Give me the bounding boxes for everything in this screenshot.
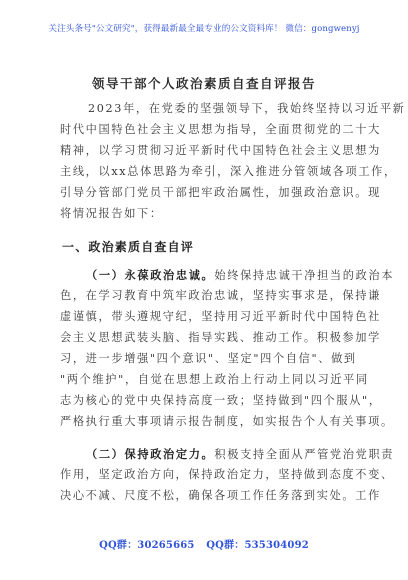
qq-group-1: QQ群：30265665 [99, 540, 195, 551]
paragraph-line: 虚谨慎，带头遵规守纪，坚持用习近平新时代中国特色社 [60, 310, 381, 323]
paragraph-line: 志为核心的党中央保持高度一致；坚持做到"四个服从"， [60, 394, 382, 407]
paragraph-lead-title: （二）保持政治定力。 [86, 447, 215, 461]
section-heading: 一、政治素质自查自评 [62, 240, 195, 254]
paragraph-lead-title: （一）永葆政治忠诚。 [86, 268, 215, 282]
intro-line: 时代中国特色社会主义思想为指导，全面贯彻党的二十大 [60, 123, 381, 136]
intro-line: 引导分管部门党员干部把牢政治属性，加强政治意识。现 [60, 186, 381, 199]
paragraph-line: 严格执行重大事项请示报告制度，如实报告个人有关事项。 [60, 415, 394, 428]
paragraph-text: 始终保持忠诚干净担当的政治本 [214, 269, 395, 282]
paragraph-line: 决心不减、尺度不松，确保各项工作任务落到实处。工作 [60, 489, 381, 502]
footer-contact [0, 536, 408, 551]
intro-line: 将情况报告如下： [60, 207, 163, 220]
document-title: 领导干部个人政治素质自查自评报告 [91, 76, 316, 91]
paragraph-line: 会主义思想武装头脑、指导实践、推动工作。积极参加学 [60, 331, 381, 344]
paragraph-line: 作用，坚定政治方向，保持政治定力，坚持做到态度不变、 [60, 468, 394, 481]
paragraph-text: 积极支持全面从严管党治党职责 [214, 448, 395, 461]
intro-line: 精神，以学习贯彻习近平新时代中国特色社会主义思想为 [60, 144, 381, 157]
intro-line: 主线，以xx总体思路为牵引，深入推进分管领域各项工作， [60, 165, 397, 178]
paragraph-line: 习，进一步增强"四个意识"、坚定"四个自信"、做到 [60, 352, 357, 365]
header-promo-note: 关注头条号"公文研究"，获得最新最全最专业的公文资料库！ 微信：gongwenyj [48, 24, 360, 34]
paragraph-first-line [86, 447, 395, 462]
intro-line: 2023年，在党委的坚强领导下，我始终坚持以习近平新 [88, 102, 406, 115]
paragraph-line: 色，在学习教育中筑牢政治忠诚，坚持实事求是，保持谦 [60, 289, 381, 302]
paragraph-line: "两个维护"，自觉在思想上政治上行动上同以习近平同 [60, 373, 369, 386]
qq-group-2: QQ群：535304092 [206, 540, 309, 551]
paragraph-first-line [86, 268, 395, 283]
